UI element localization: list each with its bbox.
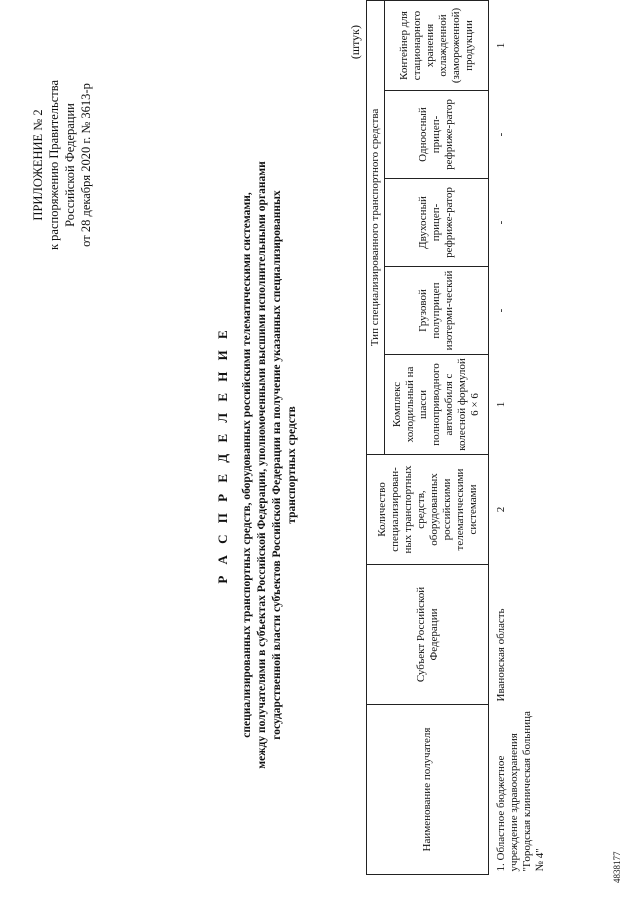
cell-value: 1 — [495, 401, 507, 408]
header-type: Грузовой полуприцеп изотерми-ческий — [385, 267, 489, 355]
subtitle-line: специализированных транспортных средств, оборудованных российскими телематическими системами, — [241, 192, 253, 738]
header-quantity: Количество специализирован-ных транспортных средств, оборудованных российскими телематическими системами — [367, 455, 489, 565]
subtitle-line: между получателями в субъектах Российской Федерации, уполномоченными высшими исполнительными органами — [256, 161, 268, 769]
appendix-line: к распоряжению Правительства — [47, 80, 61, 251]
cell-subject: Ивановская область — [495, 608, 507, 702]
cell-value: - — [495, 308, 507, 313]
distribution-table — [366, 0, 549, 875]
table-header-row — [367, 1, 385, 875]
cell-quantity: 2 — [495, 506, 507, 513]
cell-value: - — [495, 220, 507, 225]
cell-value: - — [495, 132, 507, 137]
unit-label: (штук) — [348, 25, 362, 60]
header-subject: Субъект Российской Федерации — [367, 565, 489, 705]
header-type: Одноосный прицеп-рефриже-ратор — [385, 91, 489, 179]
header-type: Двухосный прицеп-рефриже-ратор — [385, 179, 489, 267]
appendix-date: от 28 декабря 2020 г. № 3613-р — [79, 83, 93, 247]
header-recipient: Наименование получателя — [367, 705, 489, 875]
header-type: Контейнер для стационарного хранения охлажденной (замороженной) продукции — [385, 1, 489, 91]
appendix-line: Российской Федерации — [63, 103, 77, 227]
header-type-group: Тип специализированного транспортного средства — [367, 1, 385, 455]
document-number: 4838177 — [612, 851, 622, 883]
document-subtitle — [240, 145, 300, 785]
subtitle-line: транспортных средств — [286, 406, 298, 524]
cell-value: 1 — [495, 42, 507, 49]
appendix-number: ПРИЛОЖЕНИЕ № 2 — [31, 109, 45, 221]
document-title: Р А С П Р Е Д Е Л Е Н И Е — [215, 326, 230, 584]
cell-recipient: 1. Областное бюджетное учреждение здравоохранения "Городская клиническая больница № 4" — [495, 711, 546, 872]
subtitle-line: государственной власти субъектов Российской Федерации на получение указанных специализированных — [271, 190, 283, 740]
header-type: Комплекс холодильный на шасси полноприводного автомобиля с колесной формулой 6 × 6 — [385, 355, 489, 455]
appendix-header — [30, 65, 94, 265]
table-row — [489, 1, 550, 875]
